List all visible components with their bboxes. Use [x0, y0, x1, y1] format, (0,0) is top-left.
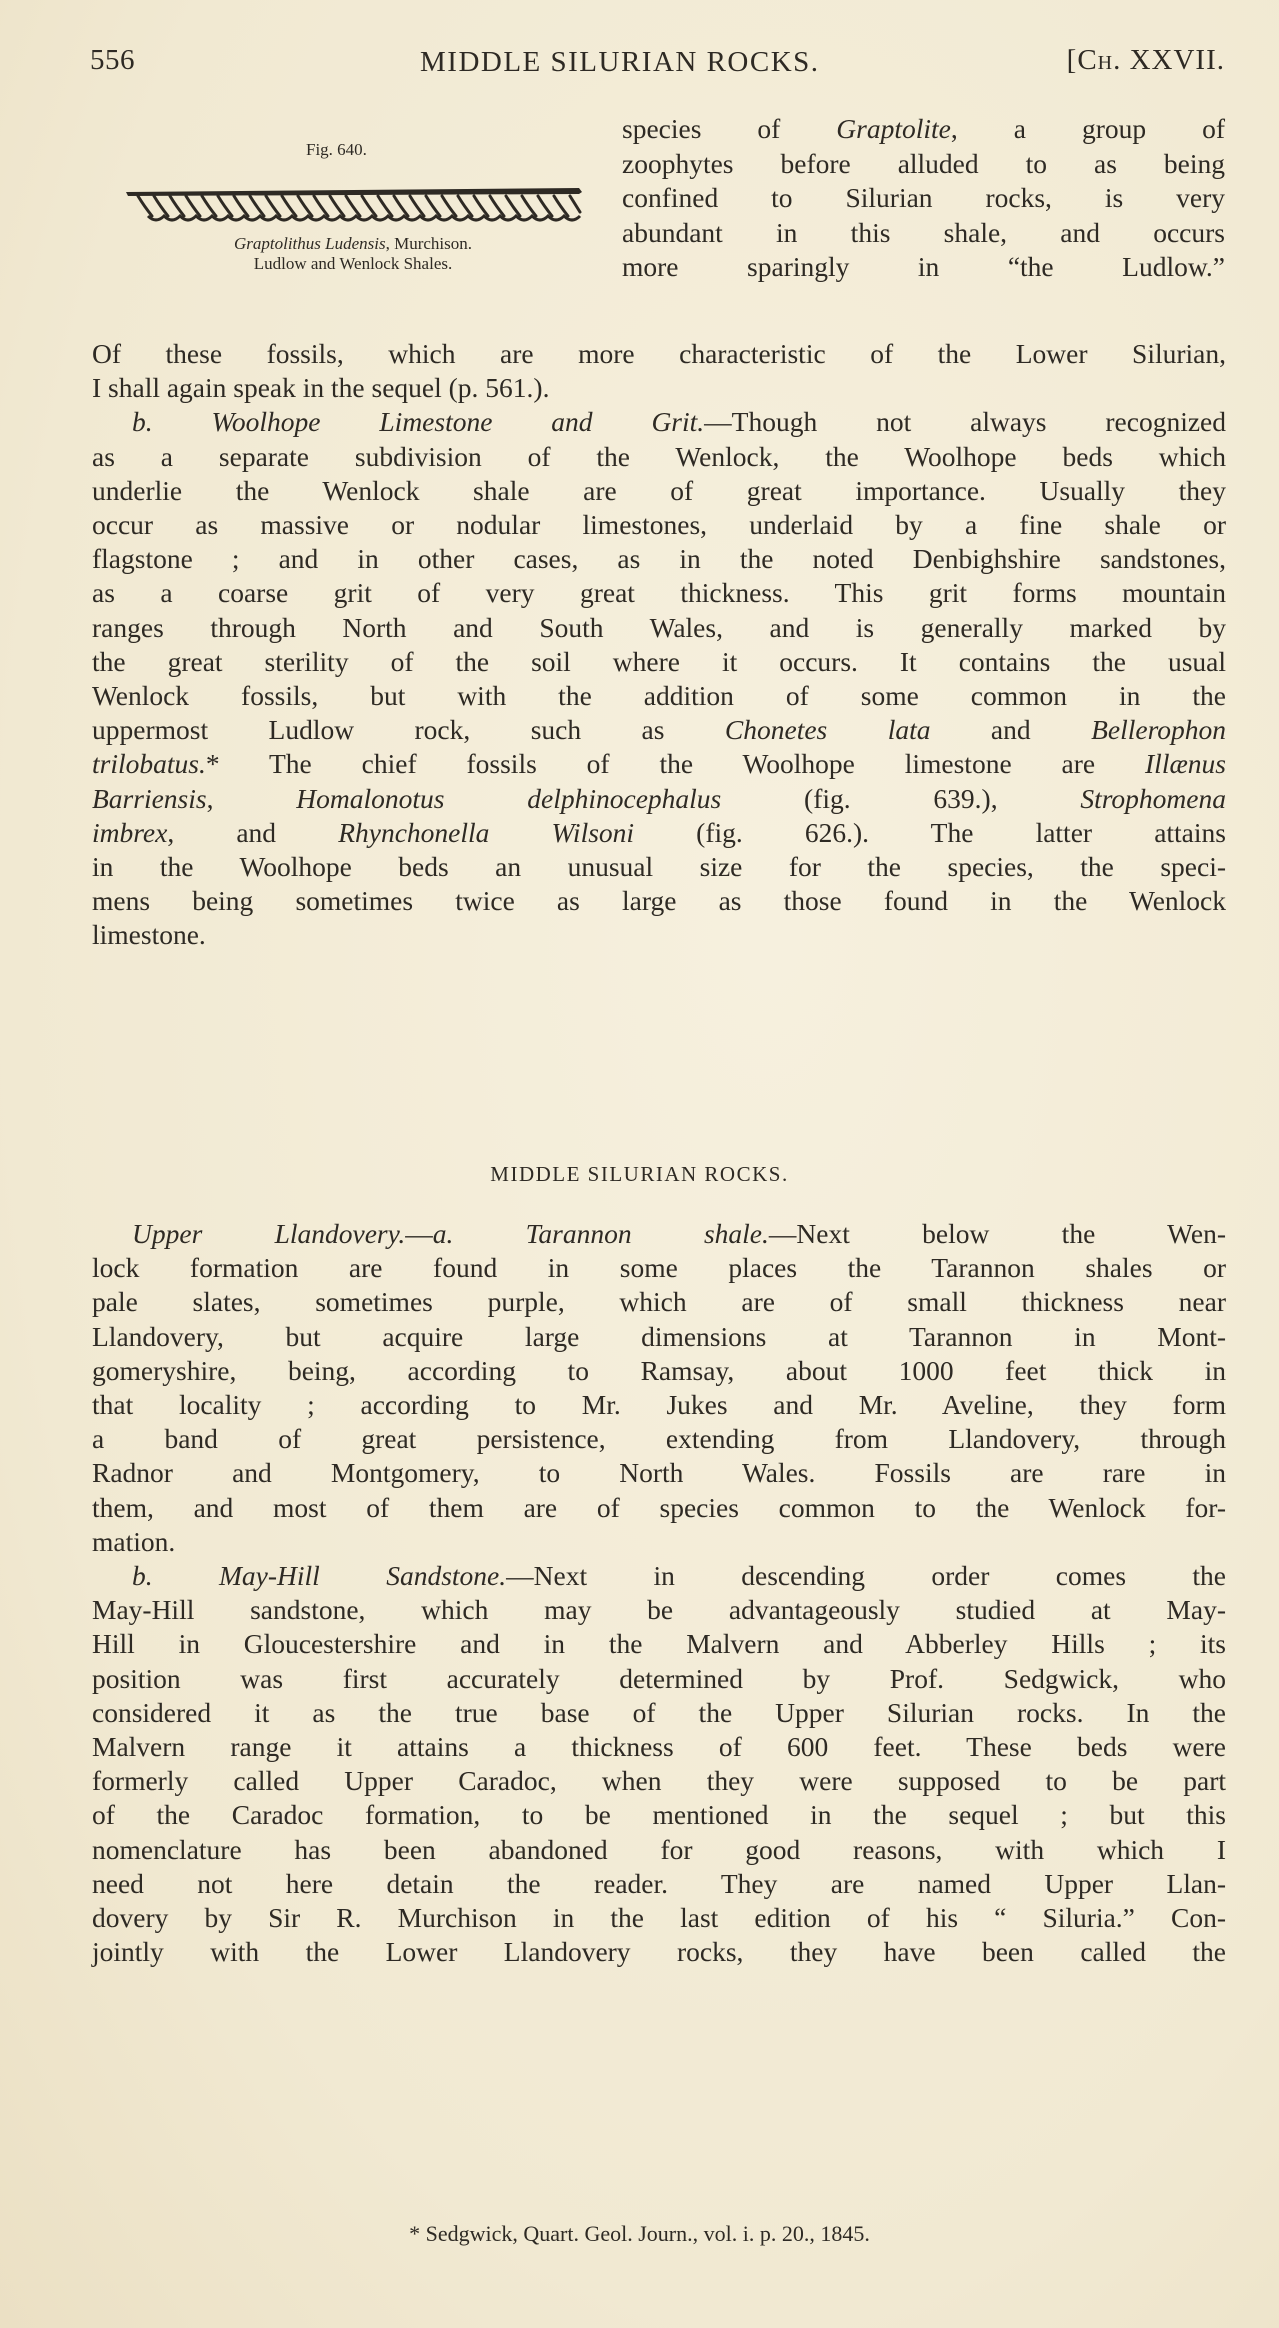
chapter-label: [Ch. XXVII. [1066, 44, 1225, 76]
graptolite-fossil-icon [124, 180, 584, 230]
text-line: them, and most of them are of species common to the Wenlock for- [92, 1491, 1226, 1523]
footnote: * Sedgwick, Quart. Geol. Journ., vol. i. p. 20., 1845. [409, 2221, 870, 2246]
woolhope-heading-line: b. Woolhope Limestone and Grit.—Though not always recognized [132, 406, 1226, 438]
figure-wrap-paragraph [622, 112, 1225, 285]
figure-label: Fig. 640. [306, 140, 367, 159]
text-line: considered it as the true base of the Upper Silurian rocks. In the [92, 1696, 1226, 1728]
text-line: Barriensis, Homalonotus delphinocephalus (fig. 639.), Strophomena [92, 782, 1226, 814]
body-paragraphs-lower [92, 1217, 1226, 1969]
text-line: I shall again speak in the sequel (p. 561.). [92, 372, 550, 404]
text-line: uppermost Ludlow rock, such as Chonetes lata and Bellerophon [92, 714, 1226, 746]
caption-author: , Murchison. [385, 234, 473, 253]
caption-locality: Ludlow and Wenlock Shales. [253, 254, 453, 273]
running-header [90, 44, 1225, 84]
running-title: MIDDLE SILURIAN ROCKS. [420, 46, 820, 78]
text-line: ranges through North and South Wales, and is generally marked by [92, 611, 1226, 643]
text-line: jointly with the Lower Llandovery rocks, they have been called the [92, 1936, 1226, 1968]
text-line: occur as massive or nodular limestones, underlaid by a fine shale or [92, 509, 1226, 541]
text-line: species of Graptolite, a group of [622, 113, 1225, 144]
mayhill-heading-line: b. May-Hill Sandstone.—Next in descending order comes the [132, 1560, 1226, 1592]
text-line: imbrex, and Rhynchonella Wilsoni (fig. 626.). The latter attains [92, 816, 1226, 848]
text-line: as a coarse grit of very great thickness. This grit forms mountain [92, 577, 1226, 609]
section-heading: MIDDLE SILURIAN ROCKS. [490, 1162, 789, 1186]
text-line: that locality ; according to Mr. Jukes and Mr. Aveline, they form [92, 1389, 1226, 1421]
text-line: a band of great persistence, extending from Llandovery, through [92, 1423, 1226, 1455]
subsection-title: May-Hill Sandstone. [219, 1560, 507, 1592]
text-line: Of these fossils, which are more characteristic of the Lower Silurian, [92, 338, 1226, 369]
text-line: the great sterility of the soil where it occurs. It contains the usual [92, 645, 1226, 677]
text-line: nomenclature has been abandoned for good reasons, with which I [92, 1833, 1226, 1865]
subsection-title: Upper Llandovery. [132, 1218, 406, 1249]
figure-caption [118, 234, 588, 274]
page-number: 556 [90, 44, 135, 76]
text-line: of the Caradoc formation, to be mentioned in the sequel ; but this [92, 1799, 1226, 1831]
subsection-title: a. Tarannon shale. [432, 1218, 769, 1249]
text-line: zoophytes before alluded to as being [622, 147, 1225, 179]
subsection-letter: b. [132, 406, 153, 438]
figure-640 [118, 130, 588, 310]
caption-species: Graptolithus Ludensis [233, 234, 386, 253]
text-line: Llandovery, but acquire large dimensions at Tarannon in Mont- [92, 1320, 1226, 1352]
text-line: Malvern range it attains a thickness of 600 feet. These beds were [92, 1731, 1226, 1763]
text-line: as a separate subdivision of the Wenlock, the Woolhope beds which [92, 440, 1226, 472]
text-line: position was first accurately determined by Prof. Sedgwick, who [92, 1662, 1226, 1694]
text-line: underlie the Wenlock shale are of great importance. Usually they [92, 474, 1226, 506]
subsection-title: Woolhope Limestone and Grit. [211, 406, 705, 438]
text-line: gomeryshire, being, according to Ramsay, about 1000 feet thick in [92, 1354, 1226, 1386]
text-line: flagstone ; and in other cases, as in the noted Denbighshire sandstones, [92, 543, 1226, 575]
tarannon-heading-line: Upper Llandovery.—a. Tarannon shale.—Next below the Wen- [132, 1218, 1226, 1249]
text-line: in the Woolhope beds an unusual size for the species, the speci- [92, 851, 1226, 883]
text-line: abundant in this shale, and occurs [622, 216, 1225, 248]
text-line: mation. [92, 1525, 176, 1557]
text-line: limestone. [92, 919, 206, 951]
text-line: Wenlock fossils, but with the addition of some common in the [92, 680, 1226, 712]
footnote-reference: * The chief fossils of the Woolhope limestone are [205, 748, 1146, 780]
body-paragraphs-upper [92, 337, 1226, 953]
subsection-letter: b. [132, 1560, 153, 1592]
text-line: May-Hill sandstone, which may be advantageously studied at May- [92, 1594, 1226, 1626]
text-line: more sparingly in “the Ludlow.” [622, 251, 1225, 282]
text-line: trilobatus.* The chief fossils of the Woolhope limestone are Illænus [92, 748, 1226, 780]
text-line: formerly called Upper Caradoc, when they were supposed to be part [92, 1765, 1226, 1797]
text-line: pale slates, sometimes purple, which are of small thickness near [92, 1286, 1226, 1318]
text-line: Radnor and Montgomery, to North Wales. Fossils are rare in [92, 1457, 1226, 1489]
text-line: Hill in Gloucestershire and in the Malvern and Abberley Hills ; its [92, 1628, 1226, 1660]
text-line: lock formation are found in some places the Tarannon shales or [92, 1252, 1226, 1284]
text-line: confined to Silurian rocks, is very [622, 182, 1225, 213]
text-line: dovery by Sir R. Murchison in the last edition of his “ Siluria.” Con- [92, 1902, 1226, 1934]
text-line: mens being sometimes twice as large as those found in the Wenlock [92, 885, 1226, 917]
text-line: need not here detain the reader. They are named Upper Llan- [92, 1867, 1226, 1899]
